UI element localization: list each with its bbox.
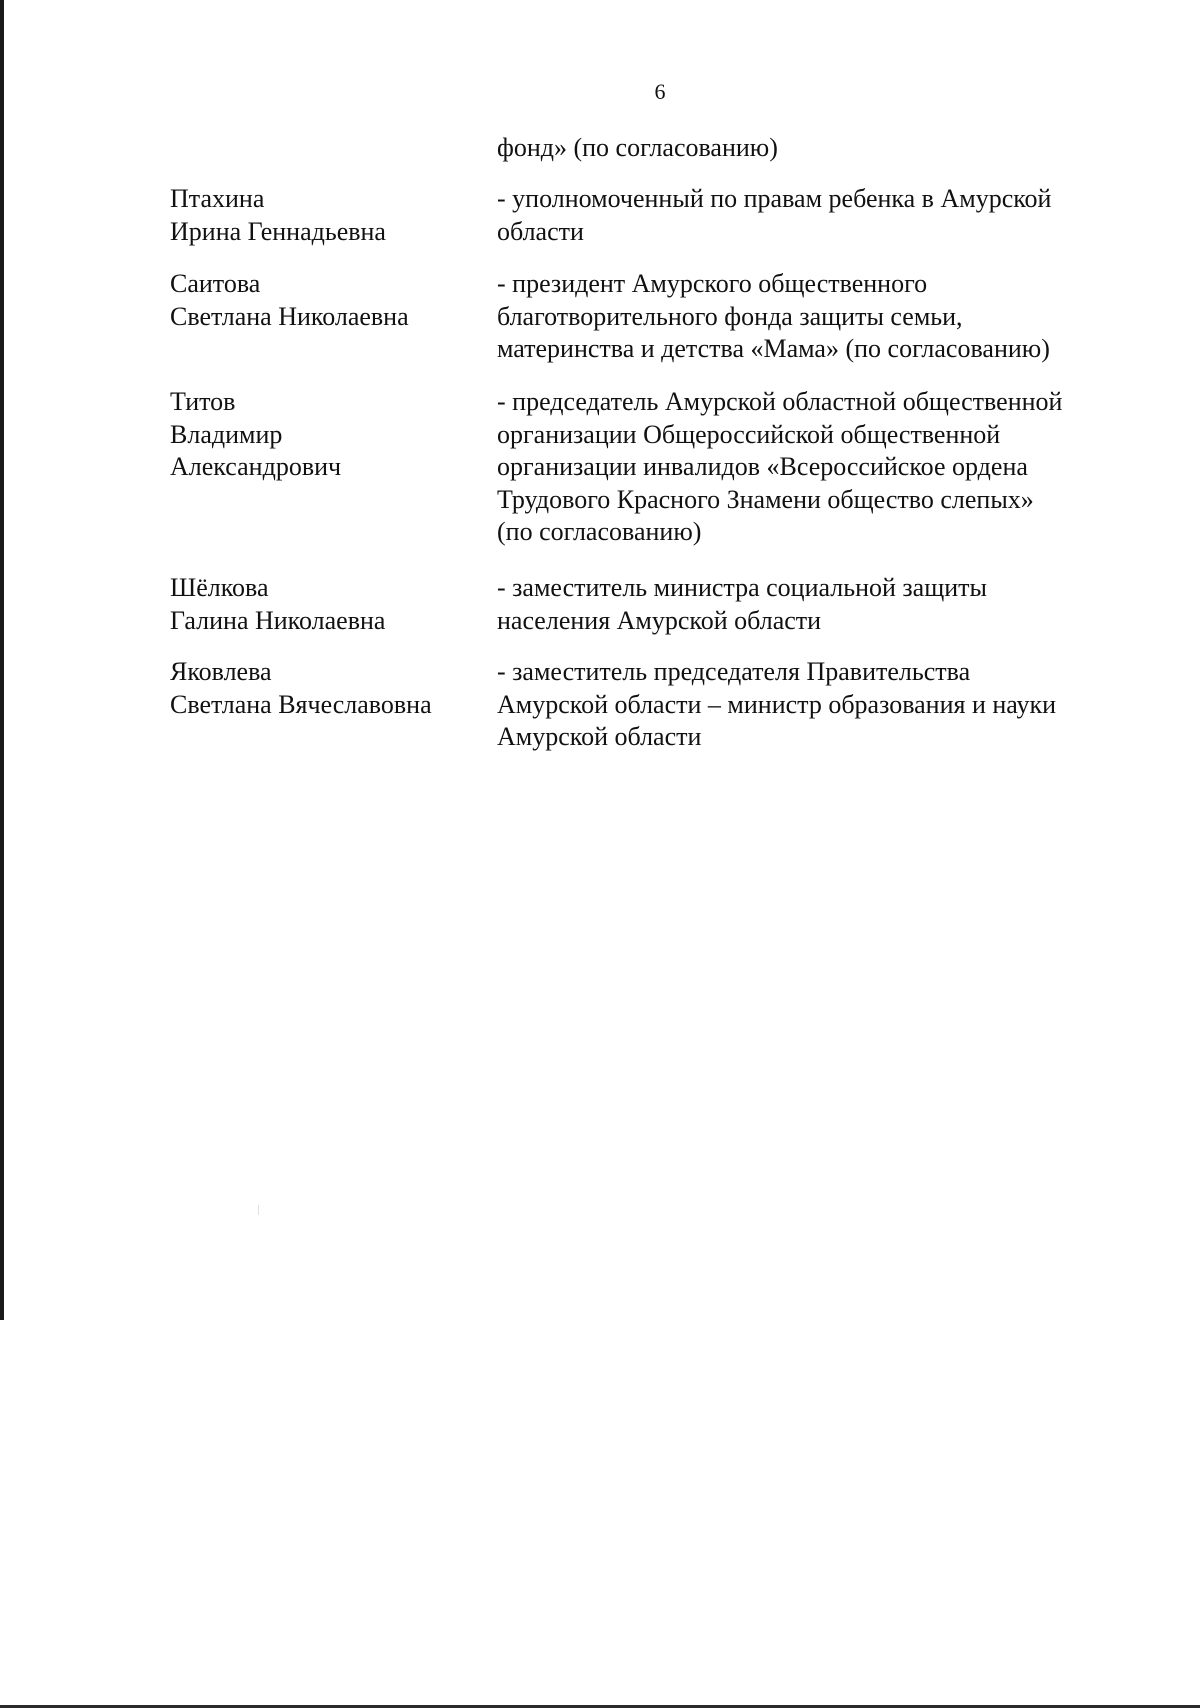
role-line: - президент Амурского общественного: [497, 269, 928, 298]
role-line: - заместитель председателя Правительства: [497, 657, 971, 686]
name-line: Шёлкова: [170, 573, 269, 602]
member-role: [497, 268, 1137, 366]
role-line: (по согласованию): [497, 517, 702, 546]
member-role: [497, 386, 1137, 549]
role-line: Трудового Красного Знамени общество слепых»: [497, 484, 1034, 514]
name-line: Владимир: [170, 419, 283, 449]
name-line: Яковлева: [170, 657, 272, 686]
name-line: Саитова: [170, 269, 261, 298]
name-line: Титов: [170, 387, 236, 416]
continuation-text: фонд» (по согласованию): [497, 133, 778, 162]
name-line: Александрович: [170, 452, 342, 481]
scan-edge-left: [0, 0, 4, 1320]
page-number: 6: [654, 79, 666, 104]
member-name: [170, 268, 480, 333]
role-line: материнства и детства «Мама» (по согласованию): [497, 334, 1050, 363]
role-line: населения Амурской области: [497, 605, 822, 635]
name-line: Птахина: [170, 184, 265, 213]
member-name: [170, 183, 480, 248]
member-name: [170, 572, 480, 637]
scan-artifact: [258, 1205, 259, 1215]
role-line: - председатель Амурской областной общественной: [497, 387, 1063, 416]
role-line: - уполномоченный по правам ребенка в Амурской: [497, 184, 1052, 213]
name-line: Галина Николаевна: [170, 605, 386, 635]
member-role: [497, 183, 1137, 248]
name-line: Светлана Николаевна: [170, 301, 409, 331]
name-line: Ирина Геннадьевна: [170, 216, 386, 246]
member-role: [497, 572, 1137, 637]
role-line: Амурской области – министр образования и науки: [497, 689, 1057, 719]
role-line: области: [497, 216, 584, 246]
member-role: [497, 656, 1137, 754]
role-line: Амурской области: [497, 722, 702, 751]
member-name: [170, 656, 480, 721]
member-name: [170, 386, 480, 484]
name-line: Светлана Вячеславовна: [170, 689, 432, 719]
role-line: благотворительного фонда защиты семьи,: [497, 301, 963, 331]
role-line: - заместитель министра социальной защиты: [497, 573, 987, 602]
role-line: организации Общероссийской общественной: [497, 419, 1001, 449]
role-line: организации инвалидов «Всероссийское ордена: [497, 452, 1028, 481]
